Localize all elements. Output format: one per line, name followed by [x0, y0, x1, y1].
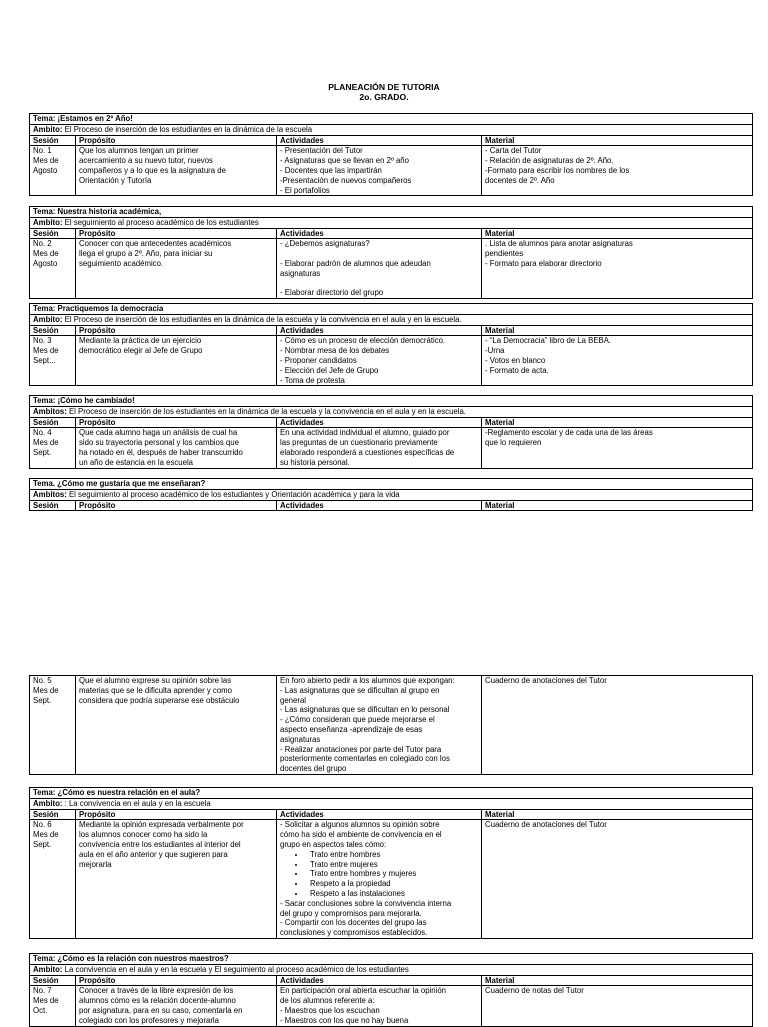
session-table-4	[29, 395, 753, 469]
tema-row: Tema: ¡Estamos en 2º Año!	[30, 114, 753, 125]
column-header-row	[30, 135, 753, 146]
tema-row: Tema: Nuestra historia académica,	[30, 207, 753, 218]
actividades-cell: - Solicitar a algunos alumnos su opinión sobre cómo ha sido el ambiente de convivencia en el grupo en aspectos tales cómo: • Trato entre hombres • Trato entre mujeres • Trato entre hombres y mujeres • Respeto a la propiedad • Respeto a las instalaciones - Sacar conclusiones sobre la convivencia interna del grupo y compromisos para mejorarla. - Compartir con los docentes del grupo las conclusiones y compromisos establecidos.	[277, 820, 482, 939]
document-title-line-1: PLANEACIÓN DE TUTORIA	[328, 82, 440, 92]
tema-row: Tema. ¿Cómo me gustaría que me enseñaran?	[30, 479, 753, 490]
actividades-cell: En participación oral abierta escuchar la opinión de los alumnos referente a: - Maestros que los escuchan - Maestros con los que no hay buena	[277, 986, 482, 1026]
sesion-cell: No. 3 Mes de Sept...	[30, 336, 76, 386]
session-block-1	[29, 113, 753, 196]
tema-row: Tema: ¿Cómo es la relación con nuestros maestros?	[30, 954, 753, 965]
sesion-cell: No. 4 Mes de Sept.	[30, 428, 76, 468]
column-header-row	[30, 228, 753, 239]
column-header: Material	[482, 975, 753, 986]
session-row	[30, 239, 753, 299]
column-header: Propósito	[76, 417, 277, 428]
session-row	[30, 676, 753, 775]
proposito-cell: Que los alumnos tengan un primer acercamiento a su nuevo tutor, nuevos compañeros y a lo que es la asignatura de Orientación y Tutoría	[76, 146, 277, 196]
ambito-row: Ambito: : La convivencia en el aula y en la escuela	[30, 798, 753, 809]
column-header: Material	[482, 417, 753, 428]
column-header: Sesión	[30, 417, 76, 428]
list-item: • Trato entre mujeres	[306, 860, 478, 870]
tema-row: Tema: Practiquemos la democracia	[30, 304, 753, 315]
sesion-cell: No. 1 Mes de Agosto	[30, 146, 76, 196]
column-header: Propósito	[76, 325, 277, 336]
proposito-cell: Que el alumno exprese su opinión sobre las materias que se le dificulta aprender y como considera que podría superarse ese obstáculo	[76, 676, 277, 775]
sesion-cell: No. 5 Mes de Sept.	[30, 676, 76, 775]
session-block-4	[29, 395, 753, 469]
proposito-cell: Mediante la práctica de un ejercicio democrático elegir al Jefe de Grupo	[76, 336, 277, 386]
material-cell: Cuaderno de notas del Tutor	[482, 986, 753, 1026]
session-block-5-header	[29, 478, 753, 511]
ambito-row: Ambitos: El Proceso de inserción de los estudiantes en la dinámica de la escuela y la convivencia en el aula y en la escuela.	[30, 406, 753, 417]
column-header: Material	[482, 809, 753, 820]
column-header: Actividades	[277, 417, 482, 428]
column-header: Actividades	[277, 500, 482, 511]
column-header: Material	[482, 500, 753, 511]
material-cell: - “La Democracia” libro de La BEBA. -Urna - Votos en blanco - Formato de acta.	[482, 336, 753, 386]
session-table-3	[29, 303, 753, 386]
proposito-cell: Conocer con que antecedentes académicos llega el grupo a 2º. Año, para iniciar su seguimiento académico.	[76, 239, 277, 299]
session-table-5-body	[29, 675, 753, 775]
sesion-cell: No. 7 Mes de Oct.	[30, 986, 76, 1026]
column-header: Propósito	[76, 135, 277, 146]
column-header-row	[30, 500, 753, 511]
session-row	[30, 336, 753, 386]
session-block-3	[29, 303, 753, 386]
session-table-5-header	[29, 478, 753, 511]
document-title	[0, 82, 768, 102]
column-header: Actividades	[277, 809, 482, 820]
list-item: • Trato entre hombres y mujeres	[306, 869, 478, 879]
column-header: Sesión	[30, 500, 76, 511]
material-cell: . Lista de alumnos para anotar asignaturas pendientes - Formato para elaborar directorio	[482, 239, 753, 299]
column-header: Sesión	[30, 228, 76, 239]
document-title-line-2: 2o. GRADO.	[359, 92, 409, 102]
session-block-7	[29, 953, 753, 1027]
list-item: • Respeto a la propiedad	[306, 879, 478, 889]
column-header: Material	[482, 135, 753, 146]
ambito-row: Ambito: La convivencia en el aula y en la escuela y El seguimiento al proceso académico de los estudiantes	[30, 964, 753, 975]
list-item: • Respeto a las instalaciones	[306, 889, 478, 899]
ambito-row: Ambito: El seguimiento al proceso académico de los estudiantes	[30, 217, 753, 228]
sesion-cell: No. 2 Mes de Agosto	[30, 239, 76, 299]
session-row	[30, 146, 753, 196]
actividades-cell: - ¿Debemos asignaturas? - Elaborar padrón de alumnos que adeudan asignaturas - Elaborar directorio del grupo	[277, 239, 482, 299]
column-header: Actividades	[277, 975, 482, 986]
column-header: Propósito	[76, 809, 277, 820]
list-item: • Trato entre hombres	[306, 850, 478, 860]
sesion-cell: No. 6 Mes de Sept.	[30, 820, 76, 939]
proposito-cell: Conocer a través de la libre expresión de los alumnos cómo es la relación docente-alumno por asignatura, para en su caso, comentarla en colegiado con los profesores y mejorarla	[76, 986, 277, 1026]
material-cell: Cuaderno de anotaciones del Tutor	[482, 676, 753, 775]
ambito-row: Ambitos: El seguimiento al proceso académico de los estudiantes y Orientación académica y para la vida	[30, 489, 753, 500]
actividades-cell: - Presentación del Tutor - Asignaturas que se llevan en 2º año - Docentes que las impartirán -Presentación de nuevos compañeros - El portafolios	[277, 146, 482, 196]
session-row	[30, 820, 753, 939]
convivencia-aspects-list	[280, 850, 478, 899]
tema-row: Tema: ¡Cómo he cambiado!	[30, 396, 753, 407]
ambito-row: Ambito: El Proceso de inserción de los estudiantes en la dinámica de la escuela y la convivencia en el aula y en la escuela.	[30, 314, 753, 325]
column-header-row	[30, 417, 753, 428]
column-header: Propósito	[76, 500, 277, 511]
column-header-row	[30, 809, 753, 820]
column-header: Material	[482, 325, 753, 336]
column-header: Actividades	[277, 135, 482, 146]
column-header: Actividades	[277, 325, 482, 336]
session-table-7	[29, 953, 753, 1027]
material-cell: -Reglamento escolar y de cada una de las áreas que lo requieren	[482, 428, 753, 468]
session-block-2	[29, 206, 753, 299]
column-header: Material	[482, 228, 753, 239]
session-block-5-continued	[29, 675, 753, 775]
column-header: Actividades	[277, 228, 482, 239]
column-header: Propósito	[76, 228, 277, 239]
ambito-row: Ambito: El Proceso de inserción de los estudiantes en la dinámica de la escuela	[30, 124, 753, 135]
proposito-cell: Mediante la opinión expresada verbalmente por los alumnos conocer como ha sido la convivencia entre los estudiantes al interior del aula en el año anterior y que sugieren para mejorarla	[76, 820, 277, 939]
column-header: Sesión	[30, 325, 76, 336]
session-row	[30, 986, 753, 1026]
column-header: Sesión	[30, 809, 76, 820]
actividades-cell: En una actividad individual el alumno, guiado por las preguntas de un cuestionario previamente elaborado responderá a cuestiones específicas de su historia personal.	[277, 428, 482, 468]
session-table-6	[29, 787, 753, 939]
column-header: Sesión	[30, 135, 76, 146]
actividades-cell: En foro abierto pedir a los alumnos que expongan: - Las asignaturas que se dificultan al grupo en general - Las asignaturas que se dificultan en lo personal - ¿Cómo consideran que puede mejorarse el aspecto enseñanza -aprendizaje de esas asignaturas - Realizar anotaciones por parte del Tutor para posteriormente comentarlas en colegiado con los docentes del grupo	[277, 676, 482, 775]
column-header-row	[30, 975, 753, 986]
session-row	[30, 428, 753, 468]
column-header-row	[30, 325, 753, 336]
column-header: Propósito	[76, 975, 277, 986]
session-table-2	[29, 206, 753, 299]
tema-row: Tema: ¿Cómo es nuestra relación en el aula?	[30, 788, 753, 799]
material-cell: - Carta del Tutor - Relación de asignaturas de 2º. Año. -Formato para escribir los nombres de los docentes de 2º. Año	[482, 146, 753, 196]
column-header: Sesión	[30, 975, 76, 986]
session-block-6	[29, 787, 753, 939]
material-cell: Cuaderno de anotaciones del Tutor	[482, 820, 753, 939]
actividades-cell: - Cómo es un proceso de elección democrático. - Nombrar mesa de los debates - Proponer candidatos - Elección del Jefe de Grupo - Toma de protesta	[277, 336, 482, 386]
proposito-cell: Que cada alumno haga un análisis de cual ha sido su trayectoria personal y los cambios que ha notado en él, después de haber transcurrido un año de estancia en la escuela	[76, 428, 277, 468]
session-table-1	[29, 113, 753, 196]
